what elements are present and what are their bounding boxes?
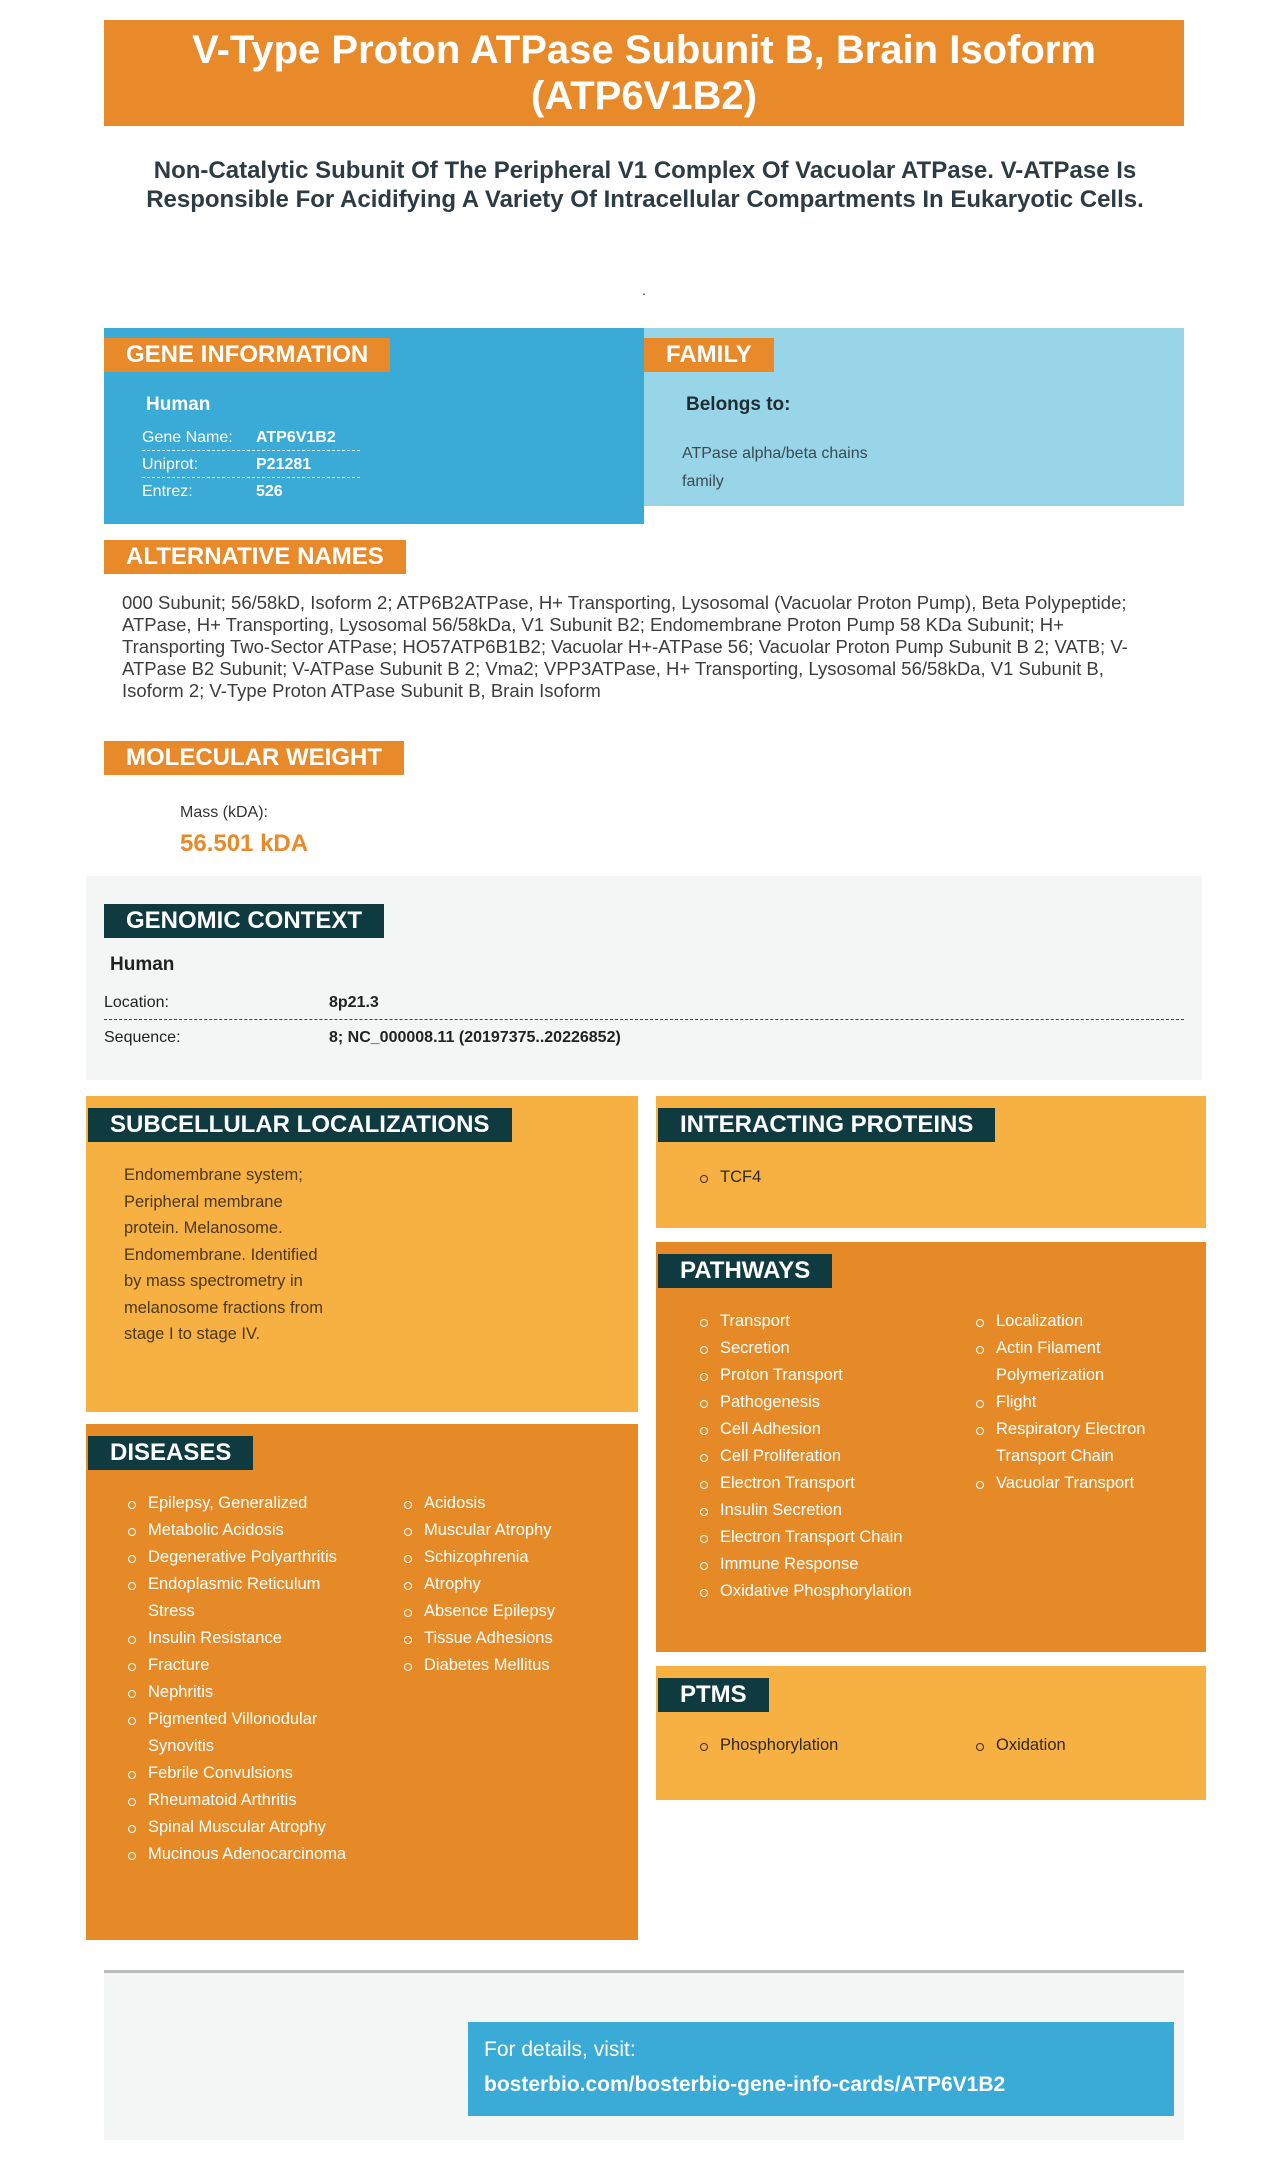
list-item: Actin Filament Polymerization [976,1335,1176,1389]
entrez-value: 526 [256,483,283,500]
page-title: V-Type Proton ATPase Subunit B, Brain Isoform (ATP6V1B2) [104,20,1184,126]
list-item: Endoplasmic Reticulum Stress [128,1571,352,1625]
diseases-list-col2 [404,1490,624,1679]
location-row [104,986,1184,1020]
list-item: Nephritis [128,1679,352,1706]
list-item: Insulin Secretion [700,1497,940,1524]
alternative-names-header: ALTERNATIVE NAMES [104,540,406,574]
pathways-header: PATHWAYS [658,1254,832,1288]
list-item: Spinal Muscular Atrophy [128,1814,352,1841]
list-item: Tissue Adhesions [404,1625,624,1652]
location-label: Location: [104,994,169,1011]
pathways-panel [656,1242,1206,1652]
list-item: Insulin Resistance [128,1625,352,1652]
list-item: Secretion [700,1335,940,1362]
ptms-panel [656,1666,1206,1800]
list-item: Electron Transport Chain [700,1524,940,1551]
diseases-panel [86,1424,638,1940]
list-item: Cell Proliferation [700,1443,940,1470]
list-item: Rheumatoid Arthritis [128,1787,352,1814]
gene-name-label: Gene Name: [142,429,233,446]
list-item: Respiratory Electron Transport Chain [976,1416,1176,1470]
separator-dot: . [642,282,646,298]
list-item: TCF4 [700,1164,761,1191]
uniprot-value: P21281 [256,456,312,473]
list-item: Transport [700,1308,940,1335]
list-item: Localization [976,1308,1176,1335]
list-item: Absence Epilepsy [404,1598,624,1625]
entrez-label: Entrez: [142,483,193,500]
subcellular-panel [86,1096,638,1412]
ptms-header: PTMS [658,1678,769,1712]
list-item: Vacuolar Transport [976,1470,1176,1497]
list-item: Acidosis [404,1490,624,1517]
mass-value: 56.501 kDA [180,830,309,857]
diseases-list-col1 [128,1490,352,1868]
gene-information-panel [104,328,644,524]
details-url[interactable]: bosterbio.com/bosterbio-gene-info-cards/ATP6V1B2 [484,2073,1006,2096]
location-value: 8p21.3 [329,994,379,1011]
list-item: Electron Transport [700,1470,940,1497]
page-subtitle: Non-Catalytic Subunit Of The Peripheral V1 Complex Of Vacuolar ATPase. V-ATPase Is Responsible For Acidifying A Variety Of Intracellular Compartments In Eukaryotic Cells. [146,157,1144,213]
list-item: Oxidation [976,1732,1066,1759]
uniprot-label: Uniprot: [142,456,199,473]
genomic-organism: Human [110,954,175,975]
pathways-list-col2 [976,1308,1176,1497]
gene-name-row [142,424,360,451]
list-item: Febrile Convulsions [128,1760,352,1787]
subcellular-text: Endomembrane system; Peripheral membrane protein. Melanosome. Endomembrane. Identified by mass spectrometry in melanosome fractions from stage I to stage IV. [124,1166,323,1343]
list-item: Phosphorylation [700,1732,838,1759]
list-item: Fracture [128,1652,352,1679]
ptms-list-col2 [976,1732,1066,1759]
genomic-context-header: GENOMIC CONTEXT [104,904,384,938]
family-text: ATPase alpha/beta chains family [682,445,868,490]
subcellular-header: SUBCELLULAR LOCALIZATIONS [88,1108,512,1142]
interacting-proteins-panel [656,1096,1206,1228]
molecular-weight-header: MOLECULAR WEIGHT [104,741,404,775]
list-item: Schizophrenia [404,1544,624,1571]
list-item: Proton Transport [700,1362,940,1389]
list-item: Pigmented Villonodular Synovitis [128,1706,352,1760]
list-item: Epilepsy, Generalized [128,1490,352,1517]
list-item: Mucinous Adenocarcinoma [128,1841,352,1868]
interacting-proteins-list [700,1164,761,1191]
interacting-proteins-header: INTERACTING PROTEINS [658,1108,995,1142]
list-item: Cell Adhesion [700,1416,940,1443]
list-item: Metabolic Acidosis [128,1517,352,1544]
uniprot-row [142,451,360,478]
list-item: Atrophy [404,1571,624,1598]
list-item: Diabetes Mellitus [404,1652,624,1679]
alternative-names-text: 000 Subunit; 56/58kD, Isoform 2; ATP6B2ATPase, H+ Transporting, Lysosomal (Vacuolar Proton Pump), Beta Polypeptide; ATPase, H+ Transporting, Lysosomal 56/58kDa, V1 Subunit B2; Endomembrane Proton Pump 58 KDa Subunit; H+ Transporting Two-Sector ATPase; HO57ATP6B1B2; Vacuolar H+-ATPase 56; Vacuolar Proton Pump Subunit B 2; VATB; V-ATPase B2 Subunit; V-ATPase Subunit B 2; Vma2; VPP3ATPase, H+ Transporting, Lysosomal 56/58kDa, V1 Subunit B, Isoform 2; V-Type Proton ATPase Subunit B, Brain Isoform [122,592,1128,701]
list-item: Immune Response [700,1551,940,1578]
list-item: Oxidative Phosphorylation [700,1578,940,1605]
pathways-list-col1 [700,1308,940,1605]
entrez-row [142,478,360,505]
diseases-header: DISEASES [88,1436,253,1470]
sequence-value: 8; NC_000008.11 (20197375..20226852) [329,1029,621,1046]
list-item: Pathogenesis [700,1389,940,1416]
sequence-row [104,1021,1184,1055]
mass-label: Mass (kDA): [180,804,268,821]
details-link[interactable] [468,2022,1174,2116]
genomic-context-panel [86,876,1202,1080]
details-intro: For details, visit: [484,2038,636,2061]
family-header: FAMILY [644,338,774,372]
family-panel [644,328,1184,506]
list-item: Muscular Atrophy [404,1517,624,1544]
gene-organism: Human [146,394,211,415]
list-item: Degenerative Polyarthritis [128,1544,352,1571]
sequence-label: Sequence: [104,1029,181,1046]
list-item: Flight [976,1389,1176,1416]
family-belongs-label: Belongs to: [686,394,791,415]
ptms-list-col1 [700,1732,838,1759]
gene-information-header: GENE INFORMATION [104,338,390,372]
gene-name-value: ATP6V1B2 [256,429,336,446]
